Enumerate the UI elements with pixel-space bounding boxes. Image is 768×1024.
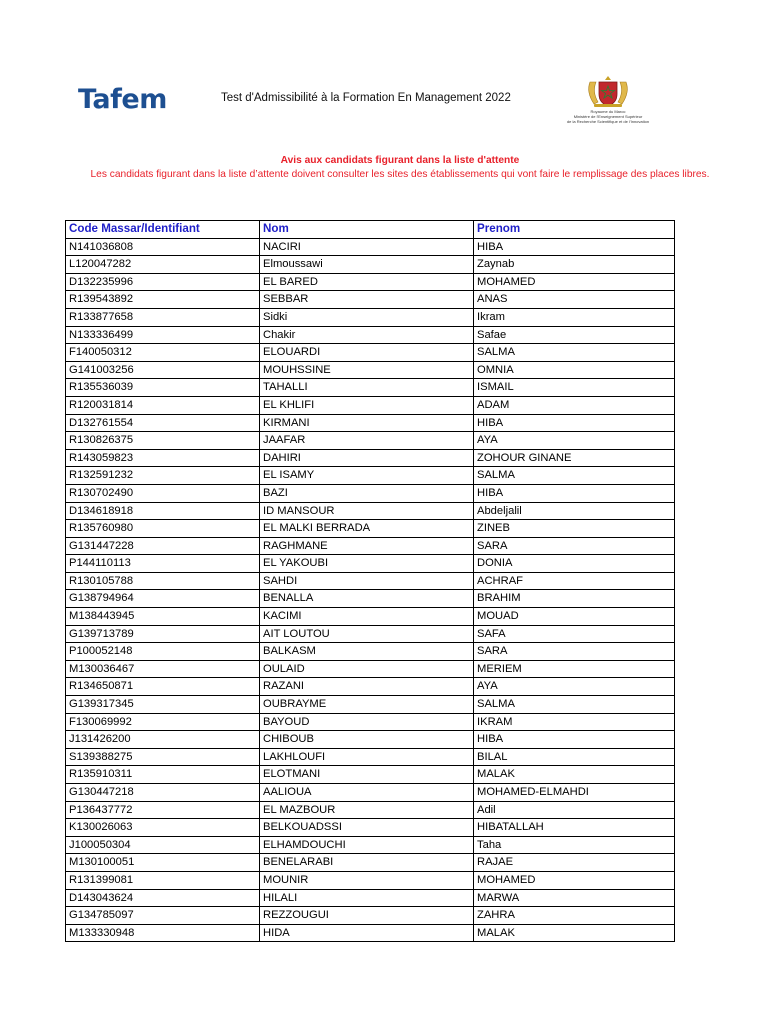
table-row <box>66 379 675 397</box>
table-row <box>66 608 675 626</box>
cell-code-massar: F140050312 <box>66 344 260 362</box>
cell-code-massar: P144110113 <box>66 555 260 573</box>
cell-code-massar: R135536039 <box>66 379 260 397</box>
cell-prenom: MOHAMED-ELMAHDI <box>474 784 675 802</box>
cell-code-massar: D132761554 <box>66 414 260 432</box>
cell-code-massar: R130826375 <box>66 432 260 450</box>
ministry-emblem <box>560 74 656 130</box>
table-row <box>66 590 675 608</box>
emblem-caption-3: de la Recherche Scientifique et de l'Innovation <box>566 119 650 124</box>
cell-code-massar: K130026063 <box>66 819 260 837</box>
cell-nom: HILALI <box>260 889 474 907</box>
cell-nom: OUBRAYME <box>260 696 474 714</box>
table-row <box>66 432 675 450</box>
cell-code-massar: R135760980 <box>66 520 260 538</box>
table-row <box>66 801 675 819</box>
cell-nom: BALKASM <box>260 643 474 661</box>
cell-nom: ELHAMDOUCHI <box>260 836 474 854</box>
table-row <box>66 256 675 274</box>
cell-prenom: SAFA <box>474 625 675 643</box>
cell-nom: EL ISAMY <box>260 467 474 485</box>
cell-code-massar: G139317345 <box>66 696 260 714</box>
cell-prenom: ZOHOUR GINANE <box>474 449 675 467</box>
cell-prenom: ZAHRA <box>474 907 675 925</box>
cell-prenom: RAJAE <box>474 854 675 872</box>
emblem-caption-1: Royaume du Maroc <box>590 109 626 114</box>
cell-nom: AIT LOUTOU <box>260 625 474 643</box>
cell-prenom: AYA <box>474 432 675 450</box>
cell-prenom: MALAK <box>474 924 675 942</box>
cell-code-massar: N141036808 <box>66 238 260 256</box>
moroccan-coat-of-arms-icon <box>584 74 632 110</box>
table-row <box>66 537 675 555</box>
cell-code-massar: N133336499 <box>66 326 260 344</box>
cell-code-massar: R134650871 <box>66 678 260 696</box>
table-row <box>66 555 675 573</box>
cell-prenom: Adil <box>474 801 675 819</box>
table-row <box>66 836 675 854</box>
column-header-prenom: Prenom <box>474 221 675 239</box>
table-row <box>66 731 675 749</box>
cell-nom: SAHDI <box>260 572 474 590</box>
cell-prenom: HIBA <box>474 484 675 502</box>
cell-code-massar: D143043624 <box>66 889 260 907</box>
table-row <box>66 625 675 643</box>
cell-nom: ELOTMANI <box>260 766 474 784</box>
cell-code-massar: R143059823 <box>66 449 260 467</box>
cell-code-massar: R130105788 <box>66 572 260 590</box>
cell-prenom: MOHAMED <box>474 273 675 291</box>
table-row <box>66 748 675 766</box>
cell-code-massar: L120047282 <box>66 256 260 274</box>
table-row <box>66 784 675 802</box>
cell-prenom: BILAL <box>474 748 675 766</box>
cell-nom: BELKOUADSSI <box>260 819 474 837</box>
cell-prenom: ANAS <box>474 291 675 309</box>
cell-code-massar: P136437772 <box>66 801 260 819</box>
column-header-code-massar: Code Massar/Identifiant <box>66 221 260 239</box>
cell-nom: Sidki <box>260 308 474 326</box>
cell-prenom: ISMAIL <box>474 379 675 397</box>
column-header-nom: Nom <box>260 221 474 239</box>
cell-prenom: HIBA <box>474 731 675 749</box>
cell-prenom: AYA <box>474 678 675 696</box>
cell-code-massar: G139713789 <box>66 625 260 643</box>
cell-nom: EL YAKOUBI <box>260 555 474 573</box>
cell-prenom: MOUAD <box>474 608 675 626</box>
cell-nom: JAAFAR <box>260 432 474 450</box>
cell-nom: OULAID <box>260 660 474 678</box>
cell-code-massar: R133877658 <box>66 308 260 326</box>
cell-code-massar: D134618918 <box>66 502 260 520</box>
cell-code-massar: R130702490 <box>66 484 260 502</box>
cell-prenom: MERIEM <box>474 660 675 678</box>
cell-nom: SEBBAR <box>260 291 474 309</box>
cell-nom: KIRMANI <box>260 414 474 432</box>
cell-nom: KACIMI <box>260 608 474 626</box>
cell-nom: NACIRI <box>260 238 474 256</box>
cell-nom: BENELARABI <box>260 854 474 872</box>
table-row <box>66 344 675 362</box>
table-row <box>66 484 675 502</box>
waiting-list-table <box>65 220 675 942</box>
cell-nom: BENALLA <box>260 590 474 608</box>
table-row <box>66 696 675 714</box>
cell-code-massar: G130447218 <box>66 784 260 802</box>
cell-prenom: DONIA <box>474 555 675 573</box>
cell-code-massar: M133330948 <box>66 924 260 942</box>
cell-nom: EL KHLIFI <box>260 396 474 414</box>
cell-prenom: MALAK <box>474 766 675 784</box>
table-row <box>66 907 675 925</box>
cell-code-massar: M130036467 <box>66 660 260 678</box>
cell-prenom: ZINEB <box>474 520 675 538</box>
table-row <box>66 871 675 889</box>
cell-nom: BAZI <box>260 484 474 502</box>
table-row <box>66 819 675 837</box>
cell-nom: CHIBOUB <box>260 731 474 749</box>
cell-prenom: IKRAM <box>474 713 675 731</box>
notice-body: Les candidats figurant dans la liste d’attente doivent consulter les sites des établissements qui vont faire le remplissage des places libres. <box>90 169 710 180</box>
cell-code-massar: J131426200 <box>66 731 260 749</box>
cell-code-massar: S139388275 <box>66 748 260 766</box>
cell-prenom: Taha <box>474 836 675 854</box>
cell-code-massar: R135910311 <box>66 766 260 784</box>
table-row <box>66 414 675 432</box>
cell-code-massar: M130100051 <box>66 854 260 872</box>
cell-nom: RAZANI <box>260 678 474 696</box>
notice-heading: Avis aux candidats figurant dans la liste d'attente <box>280 155 520 166</box>
table-header-row <box>66 221 675 239</box>
table-row <box>66 660 675 678</box>
cell-prenom: Abdeljalil <box>474 502 675 520</box>
cell-nom: REZZOUGUI <box>260 907 474 925</box>
cell-prenom: SALMA <box>474 344 675 362</box>
cell-nom: AALIOUA <box>260 784 474 802</box>
document-title: Test d'Admissibilité à la Formation En Management 2022 <box>221 92 511 104</box>
cell-code-massar: G134785097 <box>66 907 260 925</box>
table-row <box>66 643 675 661</box>
table-row <box>66 678 675 696</box>
cell-nom: MOUHSSINE <box>260 361 474 379</box>
cell-code-massar: R132591232 <box>66 467 260 485</box>
table-row <box>66 713 675 731</box>
table-row <box>66 889 675 907</box>
table-row <box>66 361 675 379</box>
cell-nom: EL BARED <box>260 273 474 291</box>
cell-prenom: HIBATALLAH <box>474 819 675 837</box>
cell-code-massar: R139543892 <box>66 291 260 309</box>
cell-prenom: ADAM <box>474 396 675 414</box>
table-row <box>66 326 675 344</box>
cell-code-massar: D132235996 <box>66 273 260 291</box>
table-row <box>66 502 675 520</box>
cell-prenom: ACHRAF <box>474 572 675 590</box>
cell-nom: RAGHMANE <box>260 537 474 555</box>
cell-prenom: SARA <box>474 537 675 555</box>
cell-nom: ELOUARDI <box>260 344 474 362</box>
cell-nom: MOUNIR <box>260 871 474 889</box>
cell-nom: EL MAZBOUR <box>260 801 474 819</box>
table-row <box>66 520 675 538</box>
cell-prenom: SALMA <box>474 467 675 485</box>
cell-code-massar: J100050304 <box>66 836 260 854</box>
cell-nom: EL MALKI BERRADA <box>260 520 474 538</box>
cell-code-massar: M138443945 <box>66 608 260 626</box>
cell-nom: BAYOUD <box>260 713 474 731</box>
tafem-logo: Tafem <box>78 84 167 115</box>
cell-nom: ID MANSOUR <box>260 502 474 520</box>
table-row <box>66 449 675 467</box>
table-row <box>66 766 675 784</box>
cell-prenom: HIBA <box>474 414 675 432</box>
cell-nom: TAHALLI <box>260 379 474 397</box>
cell-code-massar: P100052148 <box>66 643 260 661</box>
cell-prenom: Ikram <box>474 308 675 326</box>
cell-nom: Chakir <box>260 326 474 344</box>
cell-prenom: SARA <box>474 643 675 661</box>
cell-prenom: OMNIA <box>474 361 675 379</box>
table-row <box>66 238 675 256</box>
table-row <box>66 924 675 942</box>
table-body <box>66 238 675 942</box>
cell-prenom: SALMA <box>474 696 675 714</box>
cell-nom: Elmoussawi <box>260 256 474 274</box>
table-row <box>66 291 675 309</box>
cell-code-massar: G141003256 <box>66 361 260 379</box>
cell-prenom: Zaynab <box>474 256 675 274</box>
cell-nom: LAKHLOUFI <box>260 748 474 766</box>
cell-code-massar: R131399081 <box>66 871 260 889</box>
cell-code-massar: F130069992 <box>66 713 260 731</box>
table-row <box>66 396 675 414</box>
table-row <box>66 273 675 291</box>
cell-prenom: MOHAMED <box>474 871 675 889</box>
cell-nom: HIDA <box>260 924 474 942</box>
table-row <box>66 572 675 590</box>
cell-code-massar: G138794964 <box>66 590 260 608</box>
table-row <box>66 467 675 485</box>
cell-code-massar: G131447228 <box>66 537 260 555</box>
cell-nom: DAHIRI <box>260 449 474 467</box>
table-row <box>66 308 675 326</box>
cell-prenom: Safae <box>474 326 675 344</box>
cell-prenom: BRAHIM <box>474 590 675 608</box>
table-row <box>66 854 675 872</box>
emblem-caption-2: Ministère de l'Enseignement Supérieur <box>573 114 643 119</box>
cell-prenom: MARWA <box>474 889 675 907</box>
cell-code-massar: R120031814 <box>66 396 260 414</box>
cell-prenom: HIBA <box>474 238 675 256</box>
